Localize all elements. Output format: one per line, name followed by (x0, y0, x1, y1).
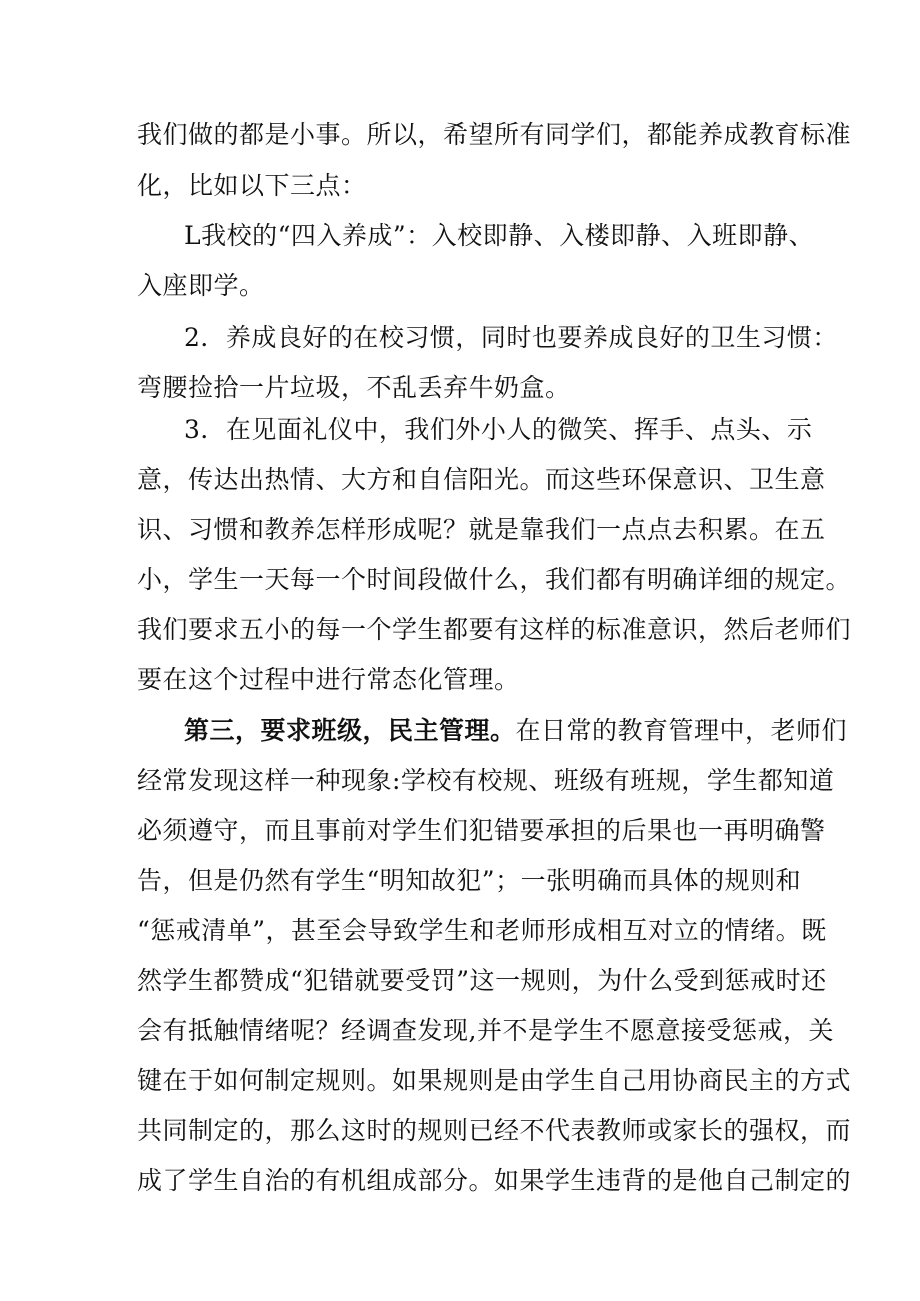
text-line: 意，传达出热情、大方和自信阳光。而这些环保意识、卫生意 (137, 465, 826, 494)
text-line: 小，学生一天每一个时间段做什么，我们都有明确详细的规定。 (137, 565, 852, 594)
text-line: 告，但是仍然有学生“明知故犯”；一张明确而具体的规则和 (137, 866, 802, 895)
list-item-1: L我校的“四入养成”：入校即静、入楼即静、入班即静、 (184, 221, 815, 250)
text-line: 然学生都赞成“犯错就要受罚”这一规则，为什么受到惩戒时还 (137, 966, 827, 995)
text-line: 入座即学。 (137, 271, 265, 300)
paragraph-text: 在日常的教育管理中，老师们 (515, 716, 848, 745)
text-line: 经常发现这样一种现象:学校有校规、班级有班规，学生都知道 (137, 766, 835, 795)
section-paragraph-start (184, 714, 848, 748)
list-item-2: 2．养成良好的在校习惯，同时也要养成良好的卫生习惯： (184, 323, 838, 352)
text-line: 我们做的都是小事。所以，希望所有同学们，都能养成教育标准 (137, 120, 852, 149)
text-line: 键在于如何制定规则。如果规则是由学生自己用协商民主的方式 (137, 1066, 852, 1095)
list-item-3: 3．在见面礼仪中，我们外小人的微笑、挥手、点头、示 (184, 415, 813, 444)
text-line: 弯腰捡拾一片垃圾，不乱丢弃牛奶盒。 (137, 373, 571, 402)
text-line: 共同制定的，那么这时的规则已经不代表教师或家长的强权，而 (137, 1116, 852, 1145)
section-heading: 第三，要求班级，民主管理。 (184, 716, 516, 745)
text-line: 化，比如以下三点： (137, 171, 367, 200)
text-line: 识、习惯和教养怎样形成呢？就是靠我们一点点去积累。在五 (137, 515, 826, 544)
text-line: “惩戒清单”，甚至会导致学生和老师形成相互对立的情绪。既 (137, 916, 827, 945)
text-line: 成了学生自治的有机组成部分。如果学生违背的是他自己制定的 (137, 1166, 852, 1195)
text-line: 会有抵触情绪呢？经调查发现,并不是学生不愿意接受惩戒，关 (137, 1016, 834, 1045)
text-line: 我们要求五小的每一个学生都要有这样的标准意识，然后老师们 (137, 615, 852, 644)
text-line: 要在这个过程中进行常态化管理。 (137, 665, 520, 694)
text-line: 必须遵守，而且事前对学生们犯错要承担的后果也一再明确警 (137, 816, 826, 845)
